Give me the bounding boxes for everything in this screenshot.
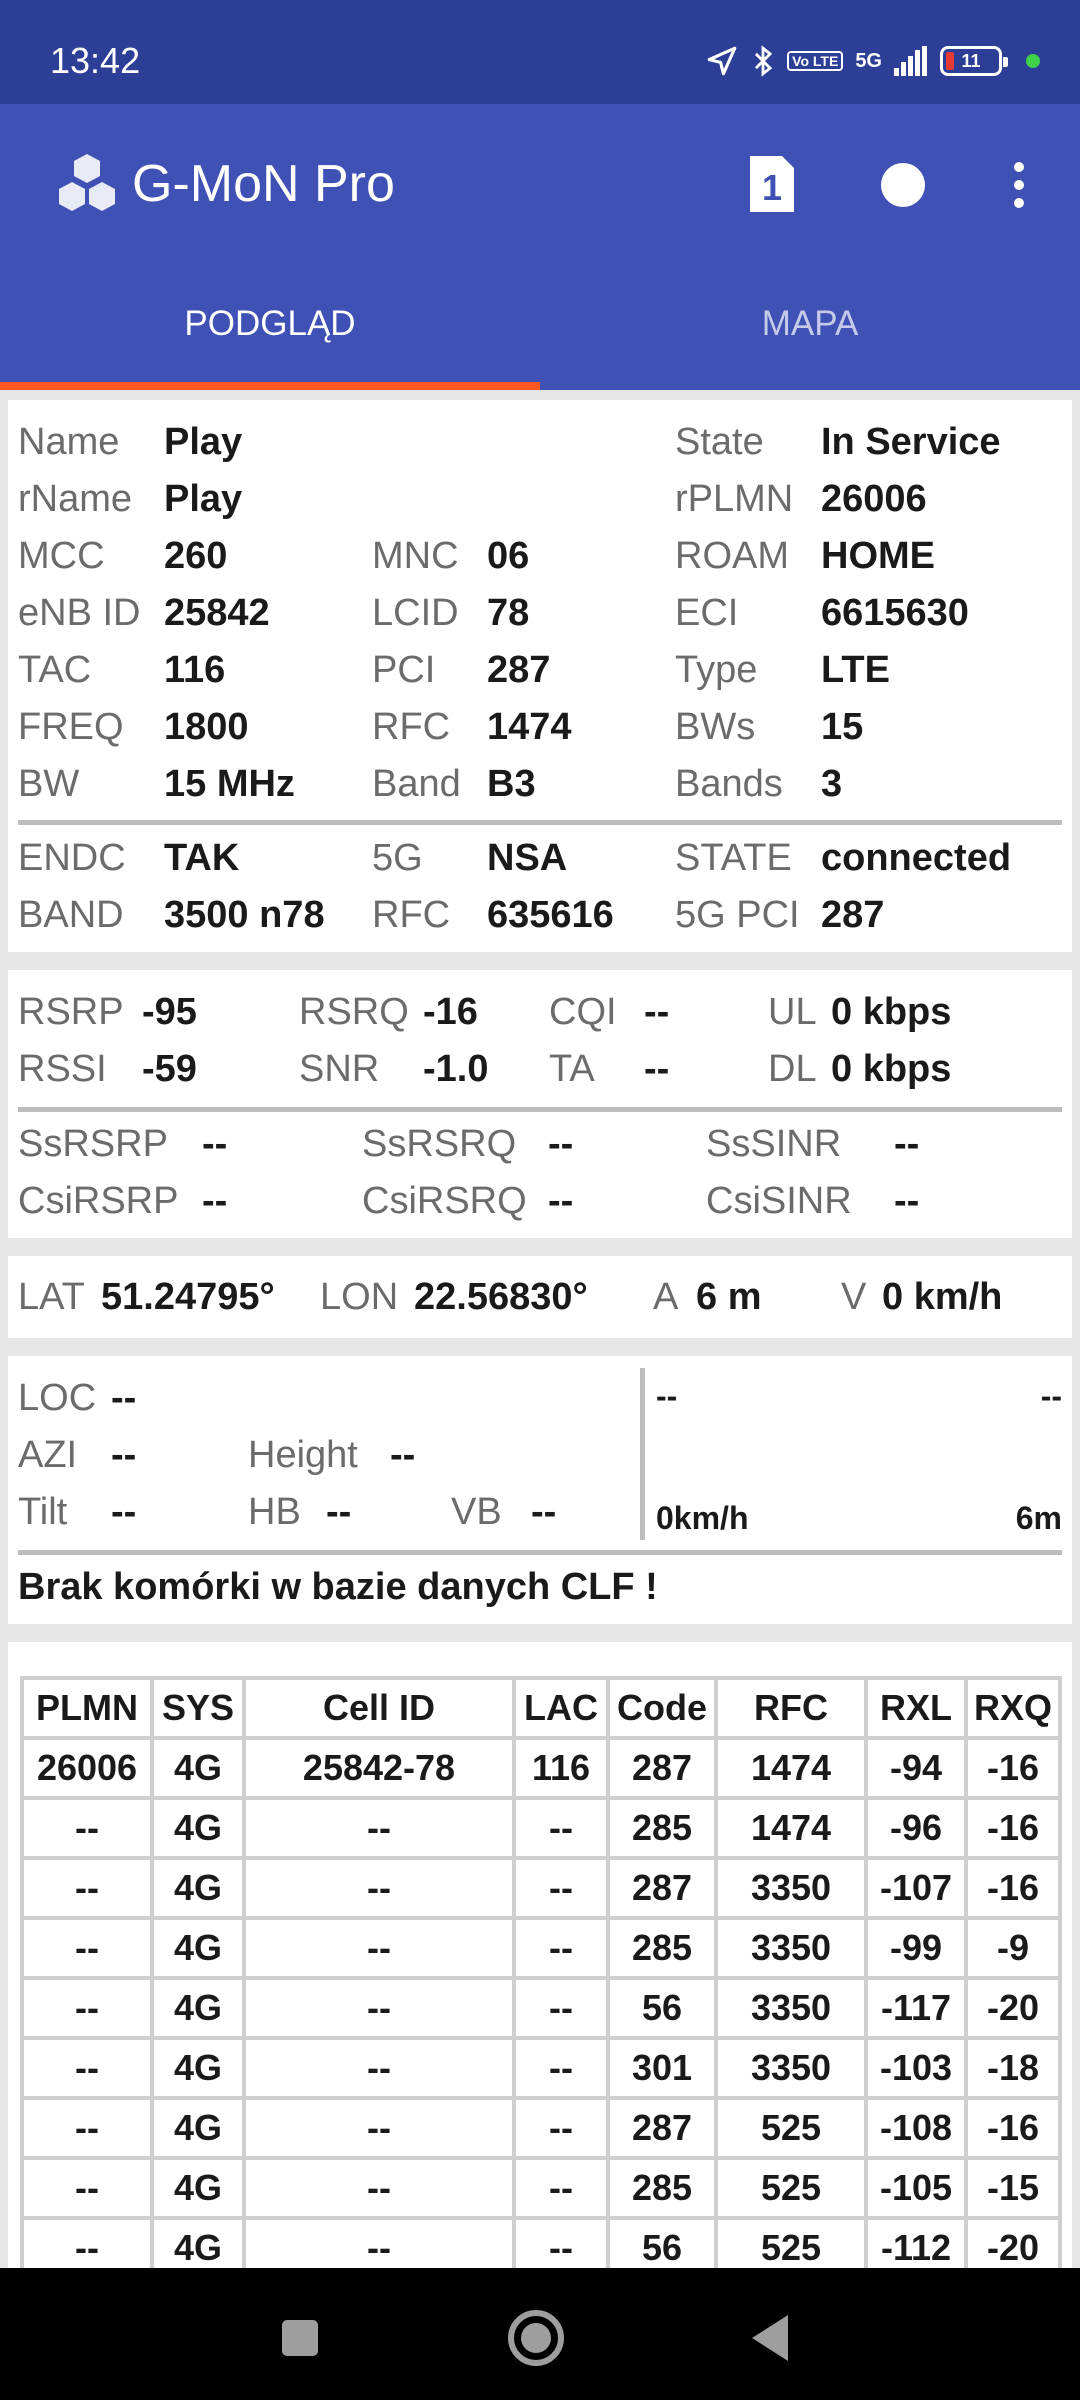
neighbor-cells-card — [8, 1642, 1072, 2270]
csisinr-label: CsiSINR — [706, 1180, 852, 1222]
app-title: G-MoN Pro — [132, 155, 395, 213]
table-cell: -94 — [866, 1738, 966, 1798]
table-cell: -15 — [966, 2158, 1060, 2218]
rfc-label: RFC — [372, 706, 451, 748]
volte-icon: Vo LTE — [787, 51, 843, 71]
status-icons — [705, 44, 1040, 78]
table-cell: -- — [244, 2098, 514, 2158]
status-bar — [0, 0, 1080, 104]
battery-icon — [940, 46, 1002, 76]
table-cell: 4G — [152, 1858, 244, 1918]
ssrsrp-value: -- — [202, 1123, 228, 1165]
table-cell: 4G — [152, 1978, 244, 2038]
table-cell: 525 — [716, 2158, 866, 2218]
table-row — [22, 1978, 1060, 2038]
table-cell: 1474 — [716, 1798, 866, 1858]
type-value: LTE — [821, 649, 890, 691]
freq-label: FREQ — [18, 706, 124, 748]
table-cell: 287 — [608, 1738, 716, 1798]
table-row — [22, 2098, 1060, 2158]
table-cell: -- — [244, 1978, 514, 2038]
nr-pci-value: 287 — [821, 894, 885, 936]
table-cell: 525 — [716, 2098, 866, 2158]
g5-value: NSA — [487, 837, 568, 879]
table-row — [22, 1858, 1060, 1918]
rname-value: Play — [164, 478, 243, 520]
lat-label: LAT — [18, 1276, 85, 1318]
table-cell: 1474 — [716, 1738, 866, 1798]
bands-value: 3 — [821, 763, 843, 805]
column-header: Cell ID — [244, 1678, 514, 1738]
lcid-value: 78 — [487, 592, 530, 634]
ta-label: TA — [549, 1048, 595, 1090]
height-label: Height — [248, 1434, 358, 1476]
table-cell: 285 — [608, 1798, 716, 1858]
nr-band-value: 3500 n78 — [164, 894, 325, 936]
csirsrp-label: CsiRSRP — [18, 1180, 179, 1222]
divider — [18, 1550, 1062, 1555]
table-cell: -- — [244, 2158, 514, 2218]
rssi-value: -59 — [142, 1048, 197, 1090]
table-cell: -96 — [866, 1798, 966, 1858]
accuracy-value: 6 m — [696, 1276, 762, 1318]
tilt-value: -- — [111, 1491, 137, 1533]
lon-value: 22.56830° — [414, 1276, 588, 1318]
nr-pci-label: 5G PCI — [675, 894, 800, 936]
table-cell: -- — [514, 2218, 608, 2278]
rfc-value: 1474 — [487, 706, 572, 748]
location-arrow-icon — [705, 44, 739, 78]
privacy-dot-icon — [1026, 54, 1040, 68]
tilt-label: Tilt — [18, 1491, 68, 1533]
table-cell: 285 — [608, 1918, 716, 1978]
table-cell: 287 — [608, 2098, 716, 2158]
mcc-value: 260 — [164, 535, 228, 577]
speed-value: 0km/h — [656, 1500, 749, 1536]
dl-value: 0 kbps — [831, 1048, 952, 1090]
table-cell: -107 — [866, 1858, 966, 1918]
table-cell: -16 — [966, 1858, 1060, 1918]
bw-value: 15 MHz — [164, 763, 295, 805]
snr-value: -1.0 — [423, 1048, 489, 1090]
tac-value: 116 — [164, 649, 226, 691]
column-header: RXL — [866, 1678, 966, 1738]
table-cell: 26006 — [22, 1738, 152, 1798]
divider — [18, 1107, 1062, 1112]
state-value: In Service — [821, 421, 1001, 463]
table-cell: -103 — [866, 2038, 966, 2098]
rssi-label: RSSI — [18, 1048, 107, 1090]
table-cell: 301 — [608, 2038, 716, 2098]
rsrp-label: RSRP — [18, 991, 124, 1033]
hb-value: -- — [326, 1491, 352, 1533]
system-nav-bar — [0, 2268, 1080, 2400]
table-cell: -- — [514, 2098, 608, 2158]
table-cell: 56 — [608, 1978, 716, 2038]
neighbor-cells-table — [20, 1676, 1062, 2280]
table-row — [22, 1918, 1060, 1978]
nr-rfc-value: 635616 — [487, 894, 614, 936]
status-time: 13:42 — [50, 40, 141, 81]
nr-rfc-label: RFC — [372, 894, 451, 936]
accuracy-label: A — [653, 1276, 679, 1318]
name-label: Name — [18, 421, 120, 463]
vb-value: -- — [531, 1491, 557, 1533]
cqi-label: CQI — [549, 991, 617, 1033]
table-cell: 4G — [152, 2158, 244, 2218]
table-cell: 56 — [608, 2218, 716, 2278]
mnc-value: 06 — [487, 535, 530, 577]
table-cell: -105 — [866, 2158, 966, 2218]
signal-card — [8, 970, 1072, 1238]
csisinr-value: -- — [894, 1180, 920, 1222]
table-cell: -16 — [966, 1738, 1060, 1798]
table-cell: -16 — [966, 1798, 1060, 1858]
rplmn-label: rPLMN — [675, 478, 794, 520]
table-cell: 3350 — [716, 1978, 866, 2038]
recents-button[interactable] — [260, 2298, 340, 2378]
rsrq-value: -16 — [423, 991, 478, 1033]
table-cell: -20 — [966, 1978, 1060, 2038]
back-button[interactable] — [730, 2298, 810, 2378]
table-cell: -- — [244, 1918, 514, 1978]
snr-label: SNR — [299, 1048, 380, 1090]
sssinr-value: -- — [894, 1123, 920, 1165]
serving-cell-card — [8, 400, 1072, 952]
bws-label: BWs — [675, 706, 756, 748]
table-cell: -- — [22, 1798, 152, 1858]
site-distance-top-right: -- — [1040, 1378, 1062, 1414]
eci-value: 6615630 — [821, 592, 969, 634]
tac-label: TAC — [18, 649, 92, 691]
height-value: -- — [390, 1434, 416, 1476]
column-header: SYS — [152, 1678, 244, 1738]
tab-mapa[interactable]: MAPA — [761, 304, 859, 343]
table-cell: 3350 — [716, 1858, 866, 1918]
endc-value: TAK — [164, 837, 240, 879]
column-header: PLMN — [22, 1678, 152, 1738]
table-cell: -- — [22, 2038, 152, 2098]
sim-badge-label: 1 — [761, 167, 783, 208]
table-cell: -- — [244, 1798, 514, 1858]
table-cell: -18 — [966, 2038, 1060, 2098]
column-header: LAC — [514, 1678, 608, 1738]
rsrp-value: -95 — [142, 991, 197, 1033]
table-cell: -- — [22, 1978, 152, 2038]
table-cell: 4G — [152, 1918, 244, 1978]
site-distance-top-left: -- — [656, 1378, 678, 1414]
tab-podglad[interactable]: PODGLĄD — [184, 304, 356, 343]
network-type-icon: 5G — [855, 49, 882, 72]
table-cell: -- — [22, 2218, 152, 2278]
table-cell: 4G — [152, 1738, 244, 1798]
table-cell: -- — [22, 1918, 152, 1978]
distance-value: 6m — [1015, 1500, 1062, 1536]
table-cell: -- — [514, 1858, 608, 1918]
mcc-label: MCC — [18, 535, 105, 577]
table-cell: -- — [514, 1978, 608, 2038]
table-cell: -- — [244, 1858, 514, 1918]
type-label: Type — [675, 649, 758, 691]
table-cell: 3350 — [716, 1918, 866, 1978]
csirsrq-label: CsiRSRQ — [362, 1180, 527, 1222]
csirsrq-value: -- — [548, 1180, 574, 1222]
table-cell: 285 — [608, 2158, 716, 2218]
sssinr-label: SsSINR — [706, 1123, 842, 1165]
band-label: Band — [372, 763, 461, 805]
vb-label: VB — [451, 1491, 502, 1533]
clf-message: Brak komórki w bazie danych CLF ! — [18, 1566, 658, 1608]
bw-label: BW — [18, 763, 80, 805]
table-cell: -- — [22, 1858, 152, 1918]
pci-label: PCI — [372, 649, 436, 691]
vertical-divider — [640, 1368, 645, 1540]
cqi-value: -- — [644, 991, 670, 1033]
lat-value: 51.24795° — [101, 1276, 275, 1318]
table-cell: -- — [514, 1918, 608, 1978]
table-cell: -9 — [966, 1918, 1060, 1978]
tab-indicator — [0, 382, 540, 390]
velocity-value: 0 km/h — [882, 1276, 1003, 1318]
table-cell: 4G — [152, 2038, 244, 2098]
loc-value: -- — [111, 1377, 137, 1419]
state-label: State — [675, 421, 764, 463]
pci-value: 287 — [487, 649, 551, 691]
freq-value: 1800 — [164, 706, 249, 748]
table-cell: -108 — [866, 2098, 966, 2158]
column-header: RFC — [716, 1678, 866, 1738]
app-bar — [0, 104, 1080, 390]
table-cell: -- — [22, 2098, 152, 2158]
ta-value: -- — [644, 1048, 670, 1090]
ul-label: UL — [768, 991, 817, 1033]
name-value: Play — [164, 421, 243, 463]
table-cell: 116 — [514, 1738, 608, 1798]
nr-state-value: connected — [821, 837, 1012, 879]
table-header-row — [22, 1678, 1060, 1738]
app-logo-icon — [52, 150, 122, 225]
table-cell: -- — [244, 2038, 514, 2098]
table-cell: 525 — [716, 2218, 866, 2278]
more-options-icon[interactable] — [984, 150, 1054, 220]
table-cell: -- — [244, 2218, 514, 2278]
rplmn-value: 26006 — [821, 478, 927, 520]
table-cell: 4G — [152, 2218, 244, 2278]
record-button[interactable] — [868, 150, 938, 220]
rname-label: rName — [18, 478, 133, 520]
nr-state-label: STATE — [675, 837, 792, 879]
sim-selector-button[interactable] — [736, 150, 806, 220]
csirsrp-value: -- — [202, 1180, 228, 1222]
endc-label: ENDC — [18, 837, 126, 879]
azi-label: AZI — [18, 1434, 78, 1476]
location-card — [8, 1256, 1072, 1338]
table-cell: -20 — [966, 2218, 1060, 2278]
table-cell: -99 — [866, 1918, 966, 1978]
g5-label: 5G — [372, 837, 423, 879]
table-row — [22, 2038, 1060, 2098]
lon-label: LON — [320, 1276, 399, 1318]
lcid-label: LCID — [372, 592, 459, 634]
table-cell: 287 — [608, 1858, 716, 1918]
battery-level: 11 — [961, 50, 981, 71]
loc-label: LOC — [18, 1377, 97, 1419]
table-row — [22, 2158, 1060, 2218]
eci-label: ECI — [675, 592, 739, 634]
ssrsrp-label: SsRSRP — [18, 1123, 168, 1165]
bands-label: Bands — [675, 763, 783, 805]
roam-value: HOME — [821, 535, 935, 577]
table-cell: -16 — [966, 2098, 1060, 2158]
table-cell: 3350 — [716, 2038, 866, 2098]
table-cell: -- — [514, 2158, 608, 2218]
ul-value: 0 kbps — [831, 991, 952, 1033]
velocity-label: V — [841, 1276, 867, 1318]
dl-label: DL — [768, 1048, 817, 1090]
enb-id-label: eNB ID — [18, 592, 141, 634]
roam-label: ROAM — [675, 535, 789, 577]
ssrsrq-value: -- — [548, 1123, 574, 1165]
signal-bars-icon — [894, 46, 928, 76]
enb-id-value: 25842 — [164, 592, 270, 634]
nr-band-label: BAND — [18, 894, 124, 936]
column-header: RXQ — [966, 1678, 1060, 1738]
table-cell: 4G — [152, 1798, 244, 1858]
table-cell: -- — [22, 2158, 152, 2218]
band-value: B3 — [487, 763, 536, 805]
ssrsrq-label: SsRSRQ — [362, 1123, 517, 1165]
table-row — [22, 1738, 1060, 1798]
home-button[interactable] — [496, 2298, 576, 2378]
table-cell: -- — [514, 1798, 608, 1858]
table-cell: 4G — [152, 2098, 244, 2158]
table-cell: -- — [514, 2038, 608, 2098]
azi-value: -- — [111, 1434, 137, 1476]
table-cell: 25842-78 — [244, 1738, 514, 1798]
rsrq-label: RSRQ — [299, 991, 409, 1033]
mnc-label: MNC — [372, 535, 459, 577]
divider — [18, 820, 1062, 825]
site-card — [8, 1356, 1072, 1624]
bws-value: 15 — [821, 706, 864, 748]
table-row — [22, 1798, 1060, 1858]
bluetooth-icon — [751, 44, 775, 78]
table-cell: -117 — [866, 1978, 966, 2038]
column-header: Code — [608, 1678, 716, 1738]
hb-label: HB — [248, 1491, 301, 1533]
table-cell: -112 — [866, 2218, 966, 2278]
